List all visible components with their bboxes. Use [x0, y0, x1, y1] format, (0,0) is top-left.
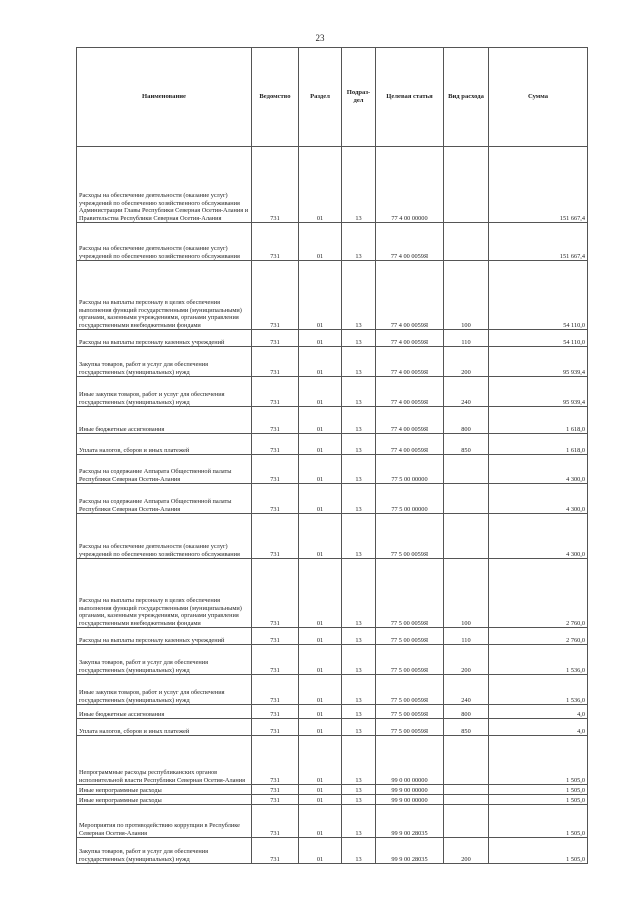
cell-summa: 95 939,4 — [489, 347, 588, 377]
cell-razdel: 01 — [299, 261, 342, 330]
cell-razdel: 01 — [299, 675, 342, 705]
cell-ved: 731 — [252, 838, 299, 864]
cell-summa: 151 667,4 — [489, 223, 588, 261]
cell-podrazdel: 13 — [342, 805, 376, 838]
cell-vid — [444, 736, 489, 785]
cell-podrazdel: 13 — [342, 407, 376, 434]
cell-summa: 1 505,0 — [489, 805, 588, 838]
cell-name: Закупка товаров, работ и услуг для обеспечения государственных (муниципальных) нужд — [77, 838, 252, 864]
cell-podrazdel: 13 — [342, 559, 376, 628]
cell-name: Иные непрограммные расходы — [77, 795, 252, 805]
cell-podrazdel: 13 — [342, 785, 376, 795]
cell-razdel: 01 — [299, 628, 342, 645]
cell-summa: 1 536,0 — [489, 675, 588, 705]
cell-razdel: 01 — [299, 407, 342, 434]
cell-name: Закупка товаров, работ и услуг для обеспечения государственных (муниципальных) нужд — [77, 645, 252, 675]
cell-razdel: 01 — [299, 736, 342, 785]
cell-summa: 54 110,0 — [489, 261, 588, 330]
cell-summa: 54 110,0 — [489, 330, 588, 347]
cell-tselevaya: 77 4 00 0059Я — [376, 377, 444, 407]
cell-vid: 200 — [444, 347, 489, 377]
cell-name: Расходы на выплаты персоналу казенных учреждений — [77, 330, 252, 347]
cell-tselevaya: 77 4 00 0059Я — [376, 330, 444, 347]
table-row — [77, 645, 588, 675]
table-row — [77, 223, 588, 261]
cell-summa: 1 618,0 — [489, 434, 588, 455]
cell-name: Закупка товаров, работ и услуг для обеспечения государственных (муниципальных) нужд — [77, 347, 252, 377]
cell-podrazdel: 13 — [342, 434, 376, 455]
cell-name: Расходы на обеспечение деятельности (оказание услуг) учреждений по обеспечению хозяйственного обслуживания — [77, 223, 252, 261]
cell-ved: 731 — [252, 514, 299, 559]
cell-razdel: 01 — [299, 795, 342, 805]
cell-razdel: 01 — [299, 514, 342, 559]
header-podrazdel: Подраз-дел — [342, 48, 376, 147]
cell-tselevaya: 99 9 00 00000 — [376, 795, 444, 805]
cell-tselevaya: 77 5 00 0059Я — [376, 628, 444, 645]
page-number: 23 — [315, 33, 325, 43]
cell-ved: 731 — [252, 223, 299, 261]
table-row — [77, 705, 588, 719]
cell-podrazdel: 13 — [342, 330, 376, 347]
cell-ved: 731 — [252, 261, 299, 330]
cell-summa: 1 505,0 — [489, 736, 588, 785]
cell-ved: 731 — [252, 455, 299, 484]
cell-podrazdel: 13 — [342, 645, 376, 675]
cell-name: Расходы на выплаты персоналу в целях обеспечения выполнения функций государственными (муниципальными) органами, казенными учреждениями, органами управления государственными внебюджетными фондами — [77, 559, 252, 628]
cell-summa: 4,0 — [489, 719, 588, 736]
cell-tselevaya: 99 9 00 28035 — [376, 838, 444, 864]
cell-razdel: 01 — [299, 347, 342, 377]
cell-ved: 731 — [252, 795, 299, 805]
table-row — [77, 455, 588, 484]
cell-podrazdel: 13 — [342, 628, 376, 645]
cell-ved: 731 — [252, 628, 299, 645]
cell-vid: 200 — [444, 838, 489, 864]
cell-vid: 850 — [444, 434, 489, 455]
cell-name: Иные непрограммные расходы — [77, 785, 252, 795]
cell-ved: 731 — [252, 559, 299, 628]
cell-podrazdel: 13 — [342, 514, 376, 559]
cell-tselevaya: 77 4 00 0059Я — [376, 223, 444, 261]
cell-tselevaya: 77 4 00 0059Я — [376, 261, 444, 330]
cell-vid: 240 — [444, 675, 489, 705]
cell-tselevaya: 77 5 00 0059Я — [376, 645, 444, 675]
cell-razdel: 01 — [299, 455, 342, 484]
cell-vid: 800 — [444, 705, 489, 719]
cell-ved: 731 — [252, 705, 299, 719]
cell-vid: 110 — [444, 628, 489, 645]
table-row — [77, 838, 588, 864]
cell-podrazdel: 13 — [342, 705, 376, 719]
cell-podrazdel: 13 — [342, 736, 376, 785]
cell-vid: 240 — [444, 377, 489, 407]
cell-razdel: 01 — [299, 484, 342, 514]
cell-summa: 1 536,0 — [489, 645, 588, 675]
cell-razdel: 01 — [299, 330, 342, 347]
cell-ved: 731 — [252, 719, 299, 736]
cell-razdel: 01 — [299, 377, 342, 407]
cell-vid — [444, 785, 489, 795]
cell-razdel: 01 — [299, 434, 342, 455]
table-row — [77, 147, 588, 223]
table-row — [77, 675, 588, 705]
cell-name: Уплата налогов, сборов и иных платежей — [77, 434, 252, 455]
cell-vid — [444, 223, 489, 261]
cell-podrazdel: 13 — [342, 223, 376, 261]
cell-podrazdel: 13 — [342, 795, 376, 805]
cell-tselevaya: 77 5 00 0059Я — [376, 514, 444, 559]
cell-name: Расходы на содержание Аппарата Общественной палаты Республики Северная Осетия-Алания — [77, 484, 252, 514]
cell-ved: 731 — [252, 434, 299, 455]
cell-name: Иные бюджетные ассигнования — [77, 407, 252, 434]
cell-name: Расходы на содержание Аппарата Общественной палаты Республики Северная Осетия-Алания — [77, 455, 252, 484]
table-row — [77, 330, 588, 347]
table-row — [77, 484, 588, 514]
table-row — [77, 434, 588, 455]
header-razdel: Раздел — [299, 48, 342, 147]
table-row — [77, 407, 588, 434]
table-row — [77, 261, 588, 330]
cell-summa: 4,0 — [489, 705, 588, 719]
cell-vid: 850 — [444, 719, 489, 736]
cell-vid — [444, 795, 489, 805]
budget-table — [76, 47, 588, 864]
cell-ved: 731 — [252, 805, 299, 838]
cell-tselevaya: 77 5 00 0059Я — [376, 705, 444, 719]
cell-tselevaya: 99 9 00 00000 — [376, 785, 444, 795]
cell-tselevaya: 77 5 00 00000 — [376, 484, 444, 514]
cell-summa: 2 760,0 — [489, 628, 588, 645]
cell-ved: 731 — [252, 736, 299, 785]
header-summa: Сумма — [489, 48, 588, 147]
header-tselevaya: Целевая статья — [376, 48, 444, 147]
cell-summa: 151 667,4 — [489, 147, 588, 223]
cell-name: Иные бюджетные ассигнования — [77, 705, 252, 719]
cell-tselevaya: 77 5 00 0059Я — [376, 559, 444, 628]
cell-tselevaya: 77 4 00 0059Я — [376, 347, 444, 377]
cell-ved: 731 — [252, 347, 299, 377]
cell-vid: 200 — [444, 645, 489, 675]
cell-razdel: 01 — [299, 785, 342, 795]
header-name: Наименование — [77, 48, 252, 147]
cell-podrazdel: 13 — [342, 377, 376, 407]
cell-vid — [444, 455, 489, 484]
cell-podrazdel: 13 — [342, 347, 376, 377]
cell-summa: 4 300,0 — [489, 455, 588, 484]
cell-name: Расходы на обеспечение деятельности (оказание услуг) учреждений по обеспечению хозяйственного обслуживания — [77, 514, 252, 559]
cell-tselevaya: 77 5 00 00000 — [376, 455, 444, 484]
cell-podrazdel: 13 — [342, 261, 376, 330]
table-row — [77, 805, 588, 838]
cell-ved: 731 — [252, 377, 299, 407]
cell-tselevaya: 77 4 00 0059Я — [376, 407, 444, 434]
cell-vid: 800 — [444, 407, 489, 434]
cell-podrazdel: 13 — [342, 484, 376, 514]
cell-ved: 731 — [252, 645, 299, 675]
table-row — [77, 377, 588, 407]
table-row — [77, 785, 588, 795]
table-row — [77, 347, 588, 377]
table-row — [77, 514, 588, 559]
cell-vid — [444, 514, 489, 559]
cell-summa: 1 505,0 — [489, 795, 588, 805]
cell-tselevaya: 77 4 00 00000 — [376, 147, 444, 223]
cell-ved: 731 — [252, 407, 299, 434]
cell-summa: 4 300,0 — [489, 484, 588, 514]
cell-name: Иные закупки товаров, работ и услуг для обеспечения государственных (муниципальных) нужд — [77, 377, 252, 407]
cell-vid — [444, 147, 489, 223]
cell-vid: 110 — [444, 330, 489, 347]
cell-razdel: 01 — [299, 645, 342, 675]
cell-razdel: 01 — [299, 559, 342, 628]
cell-name: Расходы на обеспечение деятельности (оказание услуг) учреждений по обеспечению хозяйственного обслуживания Администрации Главы Республики Северная Осетия-Алания и Правительства Республики Северная Осетия-Алания — [77, 147, 252, 223]
table-row — [77, 719, 588, 736]
cell-ved: 731 — [252, 330, 299, 347]
cell-podrazdel: 13 — [342, 147, 376, 223]
cell-summa: 95 939,4 — [489, 377, 588, 407]
cell-vid — [444, 484, 489, 514]
table-header-row — [77, 48, 588, 147]
cell-name: Расходы на выплаты персоналу в целях обеспечения выполнения функций государственными (муниципальными) органами, казенными учреждениями, органами управления государственными внебюджетными фондами — [77, 261, 252, 330]
cell-tselevaya: 99 9 00 28035 — [376, 805, 444, 838]
cell-podrazdel: 13 — [342, 719, 376, 736]
table-body — [77, 147, 588, 864]
cell-summa: 1 618,0 — [489, 407, 588, 434]
cell-summa: 1 505,0 — [489, 838, 588, 864]
cell-name: Непрограммные расходы республиканских органов исполнительной власти Республики Северная Осетия-Алания — [77, 736, 252, 785]
cell-razdel: 01 — [299, 805, 342, 838]
header-vid: Вид расхода — [444, 48, 489, 147]
cell-summa: 4 300,0 — [489, 514, 588, 559]
cell-tselevaya: 77 5 00 0059Я — [376, 675, 444, 705]
cell-razdel: 01 — [299, 705, 342, 719]
cell-razdel: 01 — [299, 147, 342, 223]
cell-summa: 2 760,0 — [489, 559, 588, 628]
cell-razdel: 01 — [299, 719, 342, 736]
cell-podrazdel: 13 — [342, 675, 376, 705]
cell-tselevaya: 99 0 00 00000 — [376, 736, 444, 785]
cell-summa: 1 505,0 — [489, 785, 588, 795]
table-row — [77, 795, 588, 805]
cell-podrazdel: 13 — [342, 838, 376, 864]
header-ved: Ведомство — [252, 48, 299, 147]
cell-name: Мероприятия по противодействию коррупции в Республике Северная Осетия-Алания — [77, 805, 252, 838]
table-row — [77, 736, 588, 785]
cell-name: Уплата налогов, сборов и иных платежей — [77, 719, 252, 736]
cell-vid: 100 — [444, 559, 489, 628]
cell-ved: 731 — [252, 147, 299, 223]
cell-razdel: 01 — [299, 838, 342, 864]
table-row — [77, 559, 588, 628]
table-row — [77, 628, 588, 645]
cell-vid — [444, 805, 489, 838]
cell-podrazdel: 13 — [342, 455, 376, 484]
cell-name: Иные закупки товаров, работ и услуг для обеспечения государственных (муниципальных) нужд — [77, 675, 252, 705]
cell-name: Расходы на выплаты персоналу казенных учреждений — [77, 628, 252, 645]
cell-ved: 731 — [252, 675, 299, 705]
cell-tselevaya: 77 5 00 0059Я — [376, 719, 444, 736]
cell-tselevaya: 77 4 00 0059Я — [376, 434, 444, 455]
cell-ved: 731 — [252, 484, 299, 514]
cell-ved: 731 — [252, 785, 299, 795]
cell-vid: 100 — [444, 261, 489, 330]
cell-razdel: 01 — [299, 223, 342, 261]
